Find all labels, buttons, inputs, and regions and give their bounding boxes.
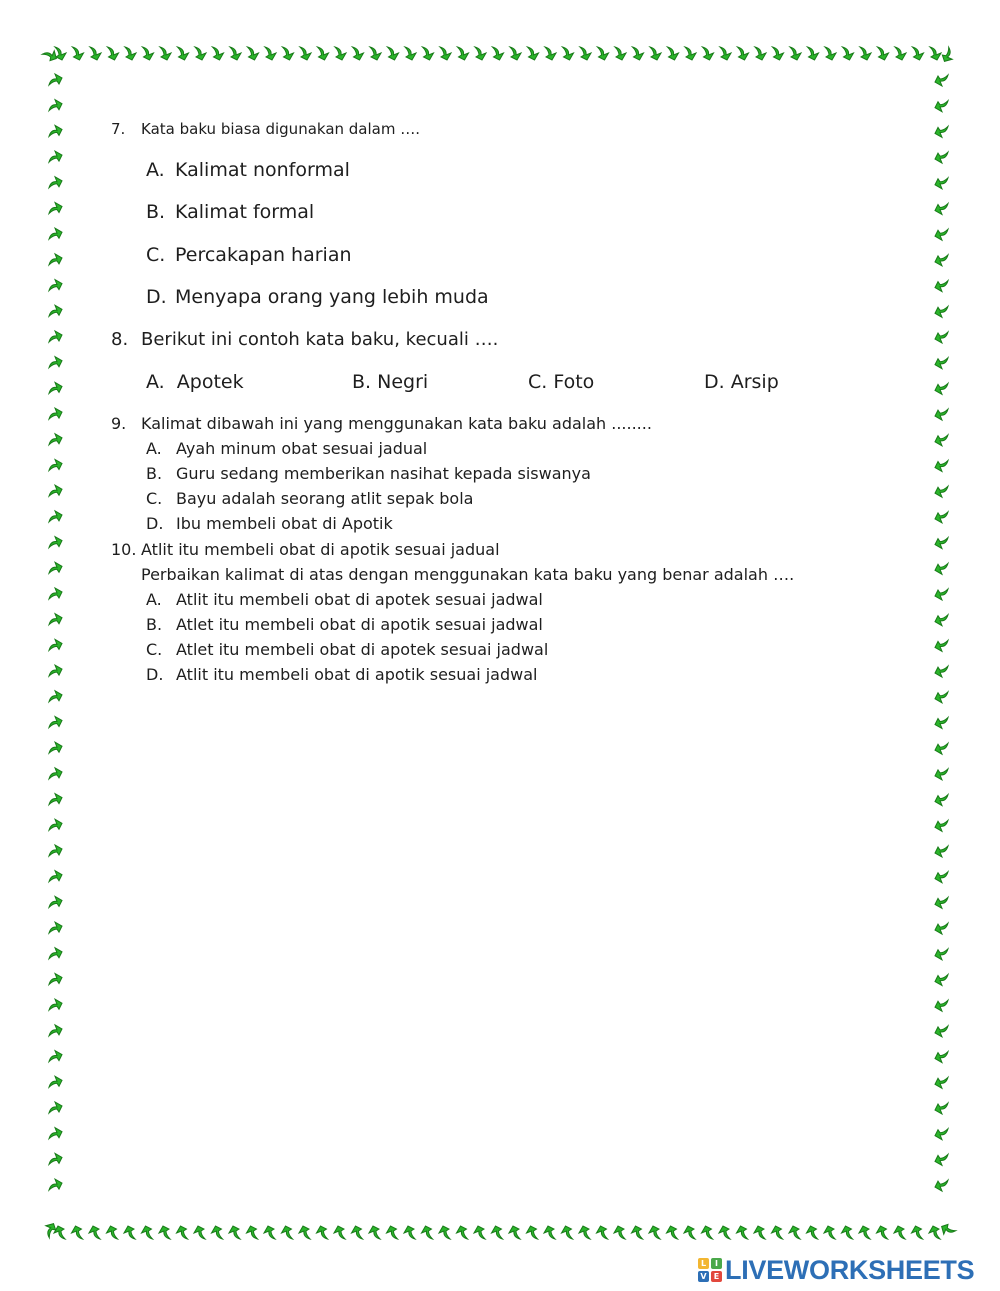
border-leaf xyxy=(913,47,924,60)
border-leaf xyxy=(49,691,62,702)
border-leaf xyxy=(935,75,948,86)
border-leaf xyxy=(649,1226,660,1239)
question-9-option-c[interactable] xyxy=(146,489,473,508)
border-leaf xyxy=(49,203,62,214)
border-leaf xyxy=(49,768,62,779)
border-leaf xyxy=(353,47,364,60)
question-7-option-a[interactable] xyxy=(146,159,350,181)
border-leaf xyxy=(458,47,469,60)
option-text: Foto xyxy=(553,371,595,393)
border-leaf xyxy=(685,47,696,60)
border-leaf xyxy=(49,717,62,728)
question-8 xyxy=(111,329,498,350)
border-leaf xyxy=(935,281,948,292)
border-leaf xyxy=(318,47,329,60)
border-leaf xyxy=(49,331,62,342)
border-leaf xyxy=(935,820,948,831)
border-leaf xyxy=(935,949,948,960)
border-leaf xyxy=(457,1226,468,1239)
option-text: Atlet itu membeli obat di apotek sesuai jadwal xyxy=(176,640,549,659)
border-leaf xyxy=(843,47,854,60)
border-leaf xyxy=(124,1226,135,1239)
border-leaf xyxy=(878,47,889,60)
option-text: Menyapa orang yang lebih muda xyxy=(175,286,489,308)
question-7-text: Kata baku biasa digunakan dalam …. xyxy=(141,120,421,138)
border-leaf xyxy=(935,204,948,215)
border-leaf xyxy=(615,47,626,60)
question-9-option-b[interactable] xyxy=(146,464,591,483)
border-leaf xyxy=(808,47,819,60)
border-leaf xyxy=(49,922,62,933)
border-leaf xyxy=(493,47,504,60)
border-leaf xyxy=(935,615,948,626)
border-leaf xyxy=(49,1153,62,1164)
border-leaf xyxy=(299,1226,310,1239)
border-leaf xyxy=(230,47,241,60)
question-8-number: 8. xyxy=(111,329,129,350)
border-leaf xyxy=(633,47,644,60)
option-letter: A. xyxy=(146,371,165,393)
border-leaf xyxy=(49,1128,62,1139)
question-10-option-b[interactable] xyxy=(146,615,543,634)
border-leaf xyxy=(935,255,948,266)
option-text: Arsip xyxy=(730,371,779,393)
border-leaf xyxy=(940,47,957,64)
border-leaf xyxy=(935,358,948,369)
border-leaf xyxy=(667,1226,678,1239)
option-letter: D. xyxy=(146,514,164,533)
border-leaf xyxy=(935,101,948,112)
border-leaf xyxy=(580,47,591,60)
question-9 xyxy=(111,414,652,433)
liveworksheets-wordmark: LIVEWORKSHEETS xyxy=(725,1254,975,1285)
border-leaf xyxy=(824,1226,835,1239)
border-leaf xyxy=(49,280,62,291)
border-leaf xyxy=(929,1226,940,1239)
border-leaf xyxy=(807,1226,818,1239)
border-leaf xyxy=(527,1226,538,1239)
border-leaf xyxy=(108,47,119,60)
border-leaf xyxy=(719,1226,730,1239)
border-leaf xyxy=(49,74,62,85)
option-letter: D. xyxy=(146,665,164,684)
border-leaf xyxy=(737,1226,748,1239)
border-leaf xyxy=(930,47,941,60)
border-leaf xyxy=(49,665,62,676)
border-leaf xyxy=(440,47,451,60)
border-leaf xyxy=(935,512,948,523)
question-8-option-a[interactable] xyxy=(146,371,244,393)
border-leaf xyxy=(935,846,948,857)
border-leaf xyxy=(405,47,416,60)
option-letter: B. xyxy=(352,371,372,393)
logo-letter-tile: V xyxy=(698,1271,709,1282)
option-text: Percakapan harian xyxy=(175,244,352,266)
border-leaf xyxy=(49,562,62,573)
border-leaf xyxy=(632,1226,643,1239)
question-10 xyxy=(111,540,500,559)
border-leaf xyxy=(369,1226,380,1239)
border-leaf xyxy=(935,1000,948,1011)
border-leaf xyxy=(650,47,661,60)
border-leaf xyxy=(773,47,784,60)
border-leaf xyxy=(439,1226,450,1239)
question-10-text: Atlit itu membeli obat di apotik sesuai jadual xyxy=(141,540,500,559)
border-leaf xyxy=(935,743,948,754)
option-text: Bayu adalah seorang atlit sepak bola xyxy=(176,489,474,508)
border-leaf xyxy=(935,1154,948,1165)
border-leaf xyxy=(334,1226,345,1239)
border-leaf xyxy=(49,948,62,959)
border-leaf xyxy=(49,1051,62,1062)
border-leaf xyxy=(49,254,62,265)
option-letter: A. xyxy=(146,590,162,609)
border-leaf xyxy=(49,742,62,753)
border-leaf xyxy=(49,974,62,985)
border-leaf xyxy=(49,896,62,907)
border-leaf xyxy=(528,47,539,60)
border-leaf xyxy=(935,692,948,703)
border-leaf xyxy=(212,1226,223,1239)
border-leaf xyxy=(125,47,136,60)
border-leaf xyxy=(859,1226,870,1239)
border-leaf xyxy=(49,1179,62,1190)
border-leaf xyxy=(789,1226,800,1239)
border-leaf xyxy=(935,126,948,137)
border-leaf xyxy=(49,408,62,419)
option-text: Atlit itu membeli obat di apotek sesuai jadwal xyxy=(176,590,543,609)
border-leaf xyxy=(160,47,171,60)
border-leaf xyxy=(935,1180,948,1191)
question-10-instruction: Perbaikan kalimat di atas dengan menggunakan kata baku yang benar adalah …. xyxy=(141,565,795,584)
border-leaf xyxy=(178,47,189,60)
border-leaf xyxy=(935,1103,948,1114)
border-leaf xyxy=(939,1222,956,1239)
border-leaf xyxy=(73,47,84,60)
border-leaf xyxy=(772,1226,783,1239)
border-leaf xyxy=(49,639,62,650)
border-leaf xyxy=(49,434,62,445)
border-leaf xyxy=(49,537,62,548)
border-leaf xyxy=(317,1226,328,1239)
border-leaf xyxy=(579,1226,590,1239)
border-leaf xyxy=(422,1226,433,1239)
question-9-option-a[interactable] xyxy=(146,439,427,458)
border-leaf xyxy=(562,1226,573,1239)
border-leaf xyxy=(159,1226,170,1239)
border-leaf xyxy=(49,305,62,316)
border-leaf xyxy=(755,47,766,60)
border-leaf xyxy=(935,229,948,240)
border-leaf xyxy=(935,718,948,729)
question-9-number: 9. xyxy=(111,414,127,433)
border-leaf xyxy=(935,975,948,986)
question-9-option-d[interactable] xyxy=(146,514,393,533)
border-leaf xyxy=(54,1226,65,1239)
border-leaf xyxy=(335,47,346,60)
border-leaf xyxy=(935,795,948,806)
option-text: Apotek xyxy=(176,371,244,393)
border-leaf xyxy=(404,1226,415,1239)
border-leaf xyxy=(49,1025,62,1036)
option-letter: B. xyxy=(146,464,163,483)
border-leaf xyxy=(49,125,62,136)
logo-letter-tile: I xyxy=(711,1258,722,1269)
border-leaf xyxy=(90,47,101,60)
border-leaf xyxy=(49,511,62,522)
border-leaf xyxy=(877,1226,888,1239)
border-leaf xyxy=(49,151,62,162)
logo-letter-tile: L xyxy=(698,1258,709,1269)
border-leaf xyxy=(935,640,948,651)
border-leaf xyxy=(49,614,62,625)
border-leaf xyxy=(544,1226,555,1239)
border-leaf xyxy=(265,47,276,60)
border-leaf xyxy=(598,47,609,60)
border-leaf xyxy=(49,485,62,496)
border-leaf xyxy=(935,1026,948,1037)
border-leaf xyxy=(42,1221,59,1238)
border-leaf xyxy=(720,47,731,60)
liveworksheets-logo-icon xyxy=(698,1258,722,1282)
option-letter: C. xyxy=(146,489,163,508)
border-leaf xyxy=(264,1226,275,1239)
border-leaf xyxy=(935,461,948,472)
border-leaf xyxy=(474,1226,485,1239)
border-leaf xyxy=(935,178,948,189)
border-leaf xyxy=(935,897,948,908)
border-leaf xyxy=(475,47,486,60)
question-7-number: 7. xyxy=(111,120,126,138)
border-leaf xyxy=(935,435,948,446)
option-text: Guru sedang memberikan nasihat kepada siswanya xyxy=(176,464,591,483)
border-leaf xyxy=(935,589,948,600)
border-leaf xyxy=(684,1226,695,1239)
border-leaf xyxy=(563,47,574,60)
border-leaf xyxy=(352,1226,363,1239)
border-leaf xyxy=(388,47,399,60)
liveworksheets-logo[interactable] xyxy=(698,1255,974,1285)
option-letter: D. xyxy=(704,371,725,393)
border-leaf xyxy=(935,383,948,394)
option-text: Kalimat nonformal xyxy=(175,159,350,181)
border-leaf xyxy=(703,47,714,60)
option-text: Atlit itu membeli obat di apotik sesuai jadwal xyxy=(176,665,538,684)
border-leaf xyxy=(790,47,801,60)
border-leaf xyxy=(935,152,948,163)
option-text: Kalimat formal xyxy=(175,201,315,223)
border-leaf xyxy=(49,845,62,856)
option-letter: A. xyxy=(146,439,162,458)
option-letter: A. xyxy=(146,159,165,181)
border-leaf xyxy=(912,1226,923,1239)
question-7-option-c[interactable] xyxy=(146,244,352,266)
border-leaf xyxy=(107,1226,118,1239)
border-leaf xyxy=(72,1226,83,1239)
border-leaf xyxy=(282,1226,293,1239)
border-leaf xyxy=(229,1226,240,1239)
border-leaf xyxy=(49,382,62,393)
border-leaf xyxy=(935,409,948,420)
border-leaf xyxy=(825,47,836,60)
option-letter: B. xyxy=(146,615,163,634)
border-leaf xyxy=(49,1076,62,1087)
border-leaf xyxy=(935,486,948,497)
option-text: Negri xyxy=(377,371,429,393)
option-letter: C. xyxy=(146,640,163,659)
border-leaf xyxy=(177,1226,188,1239)
border-leaf xyxy=(509,1226,520,1239)
logo-letter-tile: E xyxy=(711,1271,722,1282)
border-leaf xyxy=(668,47,679,60)
border-leaf xyxy=(49,819,62,830)
border-leaf xyxy=(935,1052,948,1063)
border-leaf xyxy=(194,1226,205,1239)
border-leaf xyxy=(49,871,62,882)
border-leaf xyxy=(387,1226,398,1239)
border-leaf xyxy=(935,538,948,549)
border-leaf xyxy=(142,1226,153,1239)
border-leaf xyxy=(597,1226,608,1239)
border-leaf xyxy=(89,1226,100,1239)
border-leaf xyxy=(614,1226,625,1239)
border-leaf xyxy=(49,588,62,599)
border-leaf xyxy=(510,47,521,60)
border-leaf xyxy=(248,47,259,60)
border-leaf xyxy=(49,100,62,111)
border-leaf xyxy=(213,47,224,60)
question-10-option-c[interactable] xyxy=(146,640,548,659)
border-leaf xyxy=(738,47,749,60)
question-8-option-b[interactable] xyxy=(352,371,428,393)
border-leaf xyxy=(702,1226,713,1239)
option-letter: B. xyxy=(146,201,166,223)
border-leaf xyxy=(49,177,62,188)
border-leaf xyxy=(935,1077,948,1088)
question-10-option-a[interactable] xyxy=(146,590,543,609)
border-leaf xyxy=(49,1102,62,1113)
border-leaf xyxy=(935,769,948,780)
option-text: Ibu membeli obat di Apotik xyxy=(176,514,393,533)
border-leaf xyxy=(842,1226,853,1239)
border-leaf xyxy=(49,460,62,471)
option-letter: D. xyxy=(146,286,167,308)
question-8-text: Berikut ini contoh kata baku, kecuali …. xyxy=(141,329,499,350)
border-leaf xyxy=(195,47,206,60)
question-10-option-d[interactable] xyxy=(146,665,537,684)
question-8-option-d[interactable] xyxy=(704,371,779,393)
border-leaf xyxy=(935,872,948,883)
option-text: Atlet itu membeli obat di apotik sesuai jadwal xyxy=(176,615,543,634)
question-10-number: 10. xyxy=(111,540,137,559)
option-text: Ayah minum obat sesuai jadual xyxy=(176,439,428,458)
question-8-option-c[interactable] xyxy=(528,371,594,393)
border-leaf xyxy=(49,357,62,368)
option-letter: C. xyxy=(146,244,166,266)
border-leaf xyxy=(370,47,381,60)
option-letter: C. xyxy=(528,371,548,393)
question-7-option-d[interactable] xyxy=(146,286,489,308)
border-leaf xyxy=(935,306,948,317)
border-leaf xyxy=(754,1226,765,1239)
border-leaf xyxy=(492,1226,503,1239)
border-leaf xyxy=(300,47,311,60)
question-9-text: Kalimat dibawah ini yang menggunakan kata baku adalah ........ xyxy=(141,414,652,433)
border-leaf xyxy=(49,228,62,239)
border-leaf xyxy=(894,1226,905,1239)
question-7 xyxy=(111,120,420,138)
border-leaf xyxy=(423,47,434,60)
border-leaf xyxy=(283,47,294,60)
border-leaf xyxy=(935,666,948,677)
border-leaf xyxy=(49,794,62,805)
border-leaf xyxy=(247,1226,258,1239)
border-leaf xyxy=(860,47,871,60)
question-7-option-b[interactable] xyxy=(146,201,314,223)
border-leaf xyxy=(143,47,154,60)
border-leaf xyxy=(935,563,948,574)
border-leaf xyxy=(935,332,948,343)
border-leaf xyxy=(49,999,62,1010)
border-leaf xyxy=(545,47,556,60)
border-leaf xyxy=(895,47,906,60)
border-leaf xyxy=(935,923,948,934)
border-leaf xyxy=(935,1129,948,1140)
